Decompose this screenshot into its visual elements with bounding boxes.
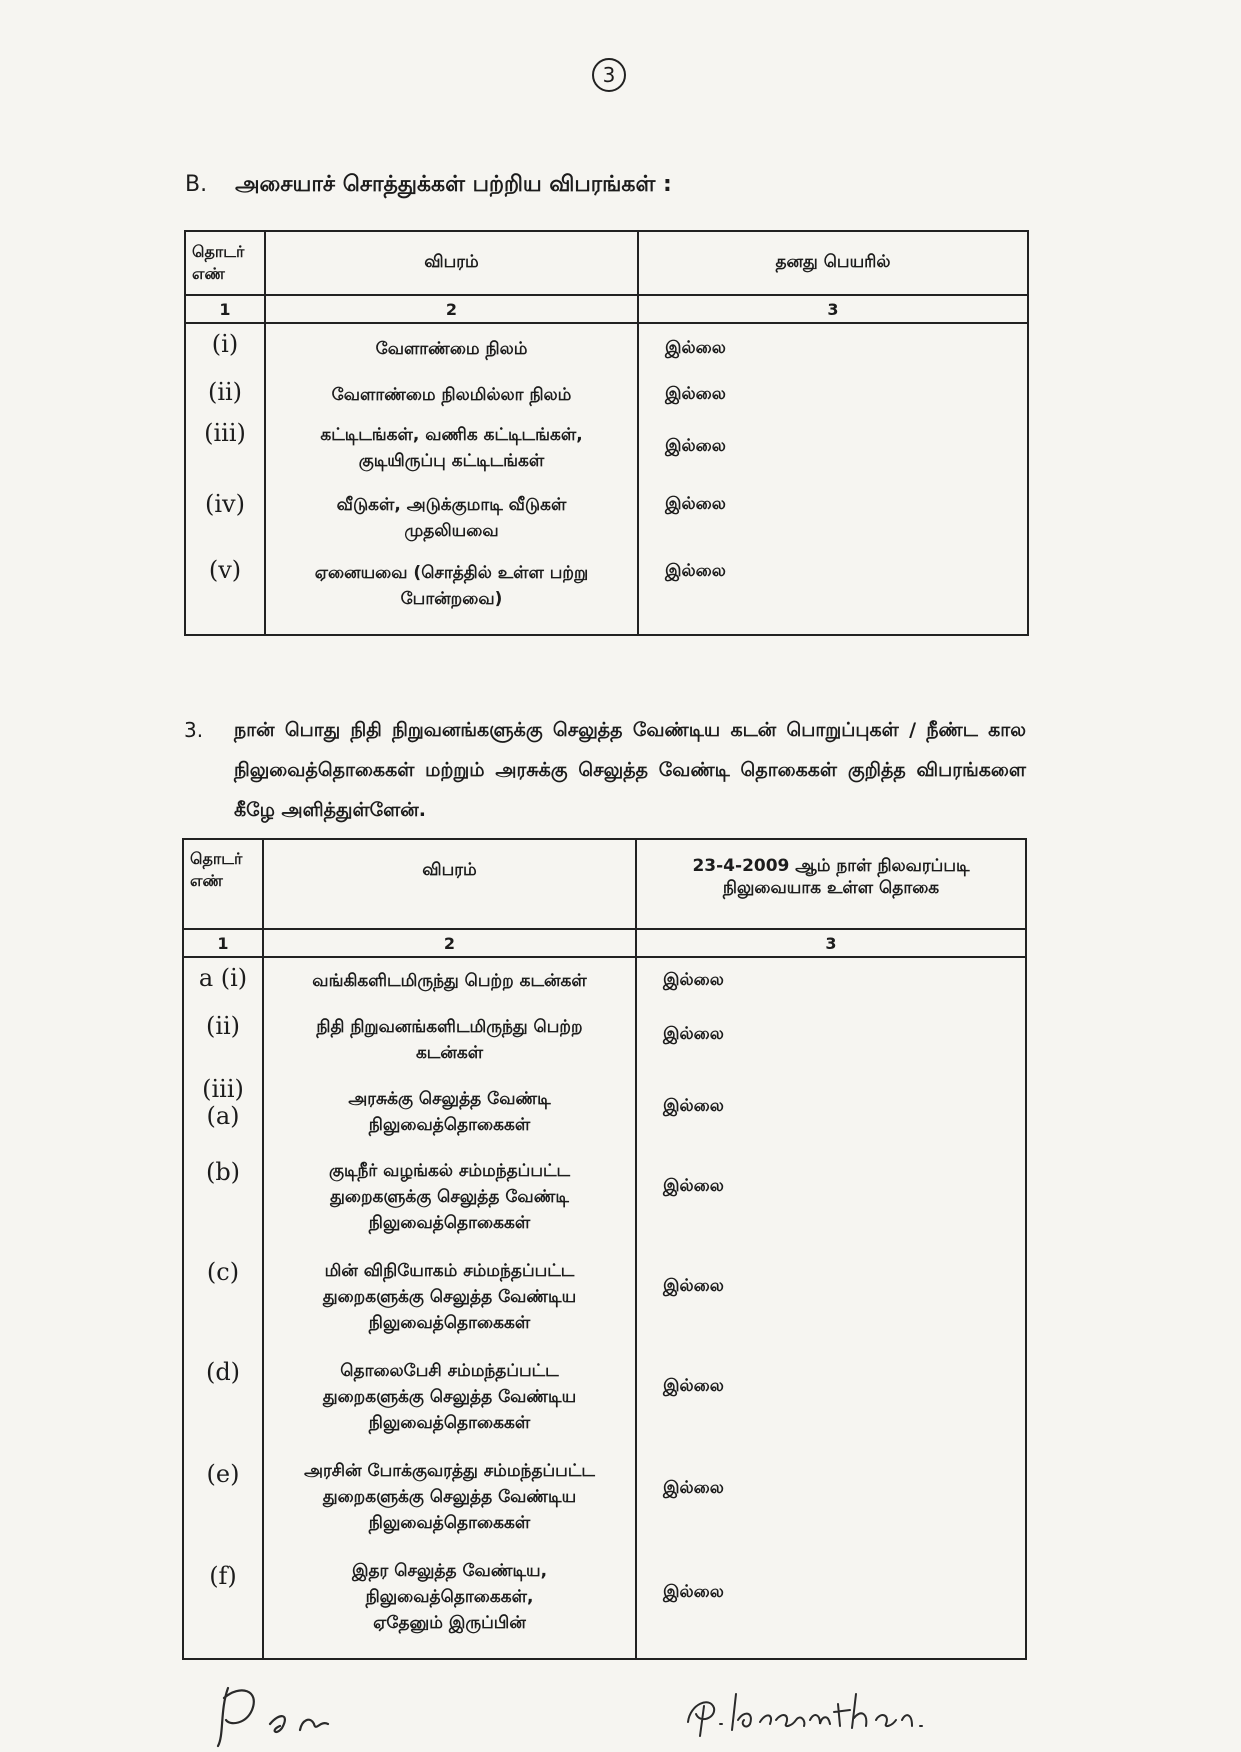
row-detail: தொலைபேசி சம்மந்தப்பட்ட துறைகளுக்கு செலுத்த வேண்டிய நிலுவைத்தொகைகள் xyxy=(322,1361,577,1433)
column-number: 1 xyxy=(185,295,265,323)
row-serial: (b) xyxy=(205,1158,241,1186)
section-3-text: நான் பொது நிதி நிறுவனங்களுக்கு செலுத்த வேண்டிய கடன் பொறுப்புகள் / நீண்ட கால நிலுவைத்தொகைகள் மற்றும் அரசுக்கு செலுத்த வேண்டி தொகைகள் குறித்த விபரங்களை கீழே அளித்துள்ளேன். xyxy=(234,719,1026,821)
column-number: 2 xyxy=(263,929,636,957)
column-number: 3 xyxy=(638,295,1028,323)
header-detail: விபரம் xyxy=(265,231,638,295)
row-value: இல்லை xyxy=(665,494,726,514)
header-serial: தொடர் எண் xyxy=(183,839,263,929)
table-header-row xyxy=(183,839,1026,929)
header-balance: 23-4-2009 ஆம் நாள் நிலவரப்படி நிலுவையாக உள்ள தொகை xyxy=(636,839,1026,929)
row-detail: வேளாண்மை நிலம் xyxy=(375,339,528,359)
column-number-row xyxy=(185,295,1028,323)
row-detail: ஏனையவை (சொத்தில் உள்ள பற்று போன்றவை) xyxy=(314,563,589,609)
row-serial: (iii) (a) xyxy=(202,1075,244,1130)
row-serial: (i) xyxy=(211,330,239,358)
row-value: இல்லை xyxy=(663,1024,724,1044)
left-signature xyxy=(210,1680,370,1752)
row-serial: (c) xyxy=(206,1258,240,1286)
row-value: இல்லை xyxy=(663,1582,724,1602)
row-detail: அரசின் போக்குவரத்து சம்மந்தப்பட்ட துறைகளுக்கு செலுத்த வேண்டிய நிலுவைத்தொகைகள் xyxy=(304,1461,595,1533)
row-serial: a (i) xyxy=(198,964,248,992)
detail-column xyxy=(265,323,638,635)
section-b-title: அசையாச் சொத்துக்கள் பற்றிய விபரங்கள் : xyxy=(235,172,672,197)
row-value: இல்லை xyxy=(665,384,726,404)
section-3-number: 3. xyxy=(184,718,204,742)
row-detail: இதர செலுத்த வேண்டிய, நிலுவைத்தொகைகள், ஏதேனும் இருப்பின் xyxy=(351,1561,548,1633)
header-own-name: தனது பெயரில் xyxy=(638,231,1028,295)
row-detail: வீடுகள், அடுக்குமாடி வீடுகள் முதலியவை xyxy=(336,495,567,541)
row-value: இல்லை xyxy=(663,1096,724,1116)
section-b-heading xyxy=(185,172,672,200)
row-detail: வங்கிகளிடமிருந்து பெற்ற கடன்கள் xyxy=(312,971,587,991)
row-value: இல்லை xyxy=(663,1376,724,1396)
row-serial: (iv) xyxy=(205,490,245,518)
serial-column xyxy=(183,957,263,1659)
column-number-row xyxy=(183,929,1026,957)
serial-column xyxy=(185,323,265,635)
row-detail: மின் விநியோகம் சம்மந்தப்பட்ட துறைகளுக்கு செலுத்த வேண்டிய நிலுவைத்தொகைகள் xyxy=(322,1261,577,1333)
row-value: இல்லை xyxy=(663,1176,724,1196)
row-serial: (d) xyxy=(205,1358,241,1386)
section-b-letter: B. xyxy=(185,172,208,197)
column-number: 1 xyxy=(183,929,263,957)
value-column xyxy=(638,323,1028,635)
row-detail: நிதி நிறுவனங்களிடமிருந்து பெற்ற கடன்கள் xyxy=(316,1017,583,1063)
row-value: இல்லை xyxy=(663,1478,724,1498)
header-serial: தொடர் எண் xyxy=(185,231,265,295)
table-body-row xyxy=(185,323,1028,635)
row-value: இல்லை xyxy=(663,970,724,990)
row-serial: (ii) xyxy=(205,1012,241,1040)
column-number: 3 xyxy=(636,929,1026,957)
row-detail: அரசுக்கு செலுத்த வேண்டி நிலுவைத்தொகைகள் xyxy=(348,1089,551,1135)
table-body-row xyxy=(183,957,1026,1659)
row-value: இல்லை xyxy=(665,561,726,581)
row-value: இல்லை xyxy=(663,1276,724,1296)
detail-column xyxy=(263,957,636,1659)
immovable-assets-table xyxy=(184,230,1029,636)
row-serial: (e) xyxy=(206,1460,240,1488)
row-value: இல்லை xyxy=(665,338,726,358)
table-header-row xyxy=(185,231,1028,295)
row-serial: (iii) xyxy=(204,419,246,447)
row-detail: கட்டிடங்கள், வணிக கட்டிடங்கள், குடியிருப்பு கட்டிடங்கள் xyxy=(320,425,583,471)
row-serial: (v) xyxy=(208,556,242,584)
value-column xyxy=(636,957,1026,1659)
header-detail: விபரம் xyxy=(263,839,636,929)
row-value: இல்லை xyxy=(665,436,726,456)
liabilities-table xyxy=(182,838,1027,1660)
row-detail: வேளாண்மை நிலமில்லா நிலம் xyxy=(331,385,572,405)
right-signature xyxy=(680,1684,1000,1744)
column-number: 2 xyxy=(265,295,638,323)
row-serial: (ii) xyxy=(207,378,243,406)
page-number xyxy=(592,58,626,92)
page-number-text: 3 xyxy=(602,63,616,87)
section-3-paragraph xyxy=(184,710,1026,830)
row-serial: (f) xyxy=(209,1562,237,1590)
row-detail: குடிநீர் வழங்கல் சம்மந்தப்பட்ட துறைகளுக்கு செலுத்த வேண்டி நிலுவைத்தொகைகள் xyxy=(328,1161,571,1233)
